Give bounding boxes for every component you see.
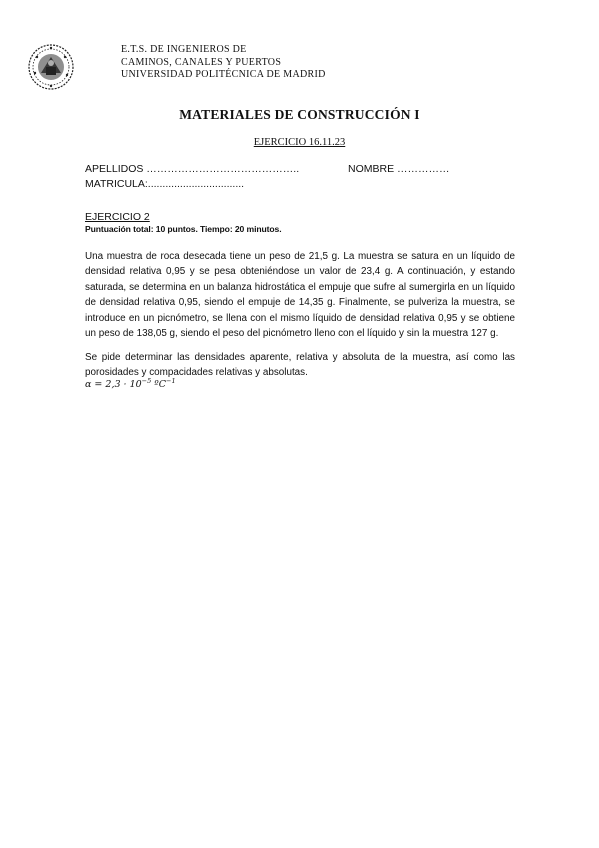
- formula-unit: ºC: [151, 379, 167, 390]
- institution-line: CAMINOS, CANALES Y PUERTOS: [121, 56, 282, 68]
- formula-unit-exponent: −1: [166, 377, 176, 385]
- problem-statement: Una muestra de roca desecada tiene un peso de 21,5 g. La muestra se satura en un líquido de densidad relativa 0,95 y se pesa obteniéndose un valor de 23,4 g. A continuación, y estando saturada, se determina en un balanza hidrostática el empuje que sufre al sumergirla en un líquido de densidad relativa 0,95, siendo el empuje de 14,35 g. Finalmente, se pulveriza la muestra, se introduce en un picnómetro, se llena con el mismo líquido de densidad relativa 0,95 y se obtiene un peso de 138,05 g, siendo el peso del picnómetro lleno con el líquido y sin la muestra 127 g.: [85, 251, 515, 340]
- formula-base: α = 2,3 · 10: [85, 379, 142, 390]
- exercise-scoring: Puntuación total: 10 puntos. Tiempo: 20 minutos.: [85, 224, 282, 234]
- institution-line: UNIVERSIDAD POLITÉCNICA DE MADRID: [121, 69, 326, 80]
- nombre-field: NOMBRE ……………: [348, 163, 450, 175]
- exercise-heading: EJERCICIO 2: [85, 211, 150, 223]
- exam-date-label: EJERCICIO 16.11.23: [253, 137, 346, 148]
- university-seal-icon: [27, 43, 75, 91]
- course-title: MATERIALES DE CONSTRUCCIÓN I: [179, 107, 420, 122]
- institution-header: [121, 44, 326, 82]
- alpha-formula: [85, 377, 176, 390]
- matricula-field: MATRICULA:.................................: [85, 178, 245, 190]
- institution-line: E.T.S. DE INGENIEROS DE: [121, 44, 247, 55]
- problem-question: Se pide determinar las densidades aparente, relativa y absoluta de la muestra, así como las porosidades y compacidades relativas y absolutas.: [85, 352, 515, 379]
- formula-exponent: −5: [141, 377, 152, 385]
- apellidos-field: APELLIDOS ……………………………………..: [85, 163, 300, 175]
